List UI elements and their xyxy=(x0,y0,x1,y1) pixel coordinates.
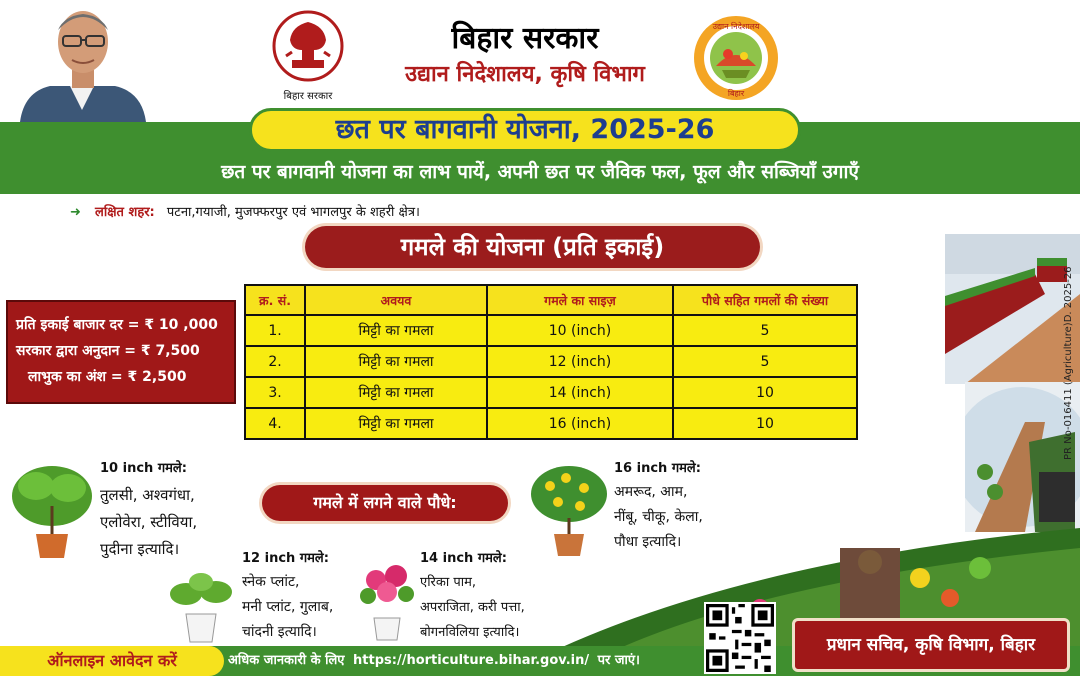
list-item: अपराजिता, करी पत्ता, xyxy=(420,600,525,615)
pot-count-cell: 10 xyxy=(673,377,857,408)
table-row xyxy=(245,346,857,377)
list-item: मनी प्लांट, गुलाब, xyxy=(242,599,334,615)
target-cities-row xyxy=(70,202,770,220)
government-title: बिहार सरकार xyxy=(451,21,599,56)
bihar-emblem xyxy=(268,10,348,100)
serial-cell: 2. xyxy=(245,346,305,377)
tulsi-plant-icon xyxy=(6,456,98,560)
table-row xyxy=(245,408,857,439)
table-header-row xyxy=(245,285,857,315)
list-item: एलोवेरा, स्टीविया, xyxy=(100,513,198,531)
component-cell: मिट्टी का गमला xyxy=(305,315,487,346)
list-item: पौधा इत्यादि। xyxy=(614,534,682,550)
arrow-right-icon: ➜ xyxy=(70,205,81,220)
bodhi-tree-emblem-icon xyxy=(270,10,346,82)
pot-size-cell: 14 (inch) xyxy=(487,377,673,408)
list-item: चांदनी इत्यादि। xyxy=(242,624,317,640)
plants-12-inch-list xyxy=(242,570,367,645)
list-item: नींबू, चीकू, केला, xyxy=(614,509,703,525)
money-plant-icon xyxy=(164,570,238,644)
table-row xyxy=(245,315,857,346)
list-item: पुदीना इत्यादि। xyxy=(100,540,180,558)
scheme-tagline: छत पर बागवानी योजना का लाभ पायें, अपनी छत पर जैविक फल, फूल और सब्जियाँ उगाएँ xyxy=(221,161,859,183)
table-row xyxy=(245,377,857,408)
plants-10-inch-list xyxy=(100,482,245,563)
principal-secretary-signoff: प्रधान सचिव, कृषि विभाग, बिहार xyxy=(792,618,1070,672)
svg-text:बिहार: बिहार xyxy=(727,89,745,98)
plants-section-title: गमले में लगने वाले पौधे: xyxy=(262,485,508,521)
plants-10-inch-heading: 10 inch गमले: xyxy=(100,461,187,476)
list-item: तुलसी, अश्वगंधा, xyxy=(100,486,195,504)
directorate-title: उद्यान निदेशालय, कृषि विभाग xyxy=(405,62,645,87)
list-item: एरिका पाम, xyxy=(420,575,477,590)
pot-count-cell: 5 xyxy=(673,315,857,346)
plants-14-inch-list xyxy=(420,570,560,645)
list-item: बोगनविलिया इत्यादि। xyxy=(420,625,520,640)
market-rate: प्रति इकाई बाजार दर = ₹ 10 ,000 xyxy=(16,317,218,333)
qr-code-icon[interactable] xyxy=(704,602,776,674)
column-header-component: अवयव xyxy=(305,285,487,315)
pot-count-cell: 10 xyxy=(673,408,857,439)
serial-cell: 3. xyxy=(245,377,305,408)
pot-scheme-title: गमले की योजना (प्रति इकाई) xyxy=(305,226,760,268)
serial-cell: 1. xyxy=(245,315,305,346)
apply-online-label: ऑनलाइन आवेदन करें xyxy=(0,646,224,676)
beneficiary-share: लाभुक का अंश = ₹ 2,500 xyxy=(28,369,187,385)
chief-minister-portrait xyxy=(10,0,155,122)
serial-cell: 4. xyxy=(245,408,305,439)
more-info-suffix: पर जाएं। xyxy=(597,653,640,668)
component-cell: मिट्टी का गमला xyxy=(305,346,487,377)
emblem-caption: बिहार सरकार xyxy=(283,91,333,102)
target-cities-label: लक्षित शहर: xyxy=(95,205,155,220)
rooftop-garden-photo xyxy=(945,234,1080,384)
column-header-serial: क्र. सं. xyxy=(245,285,305,315)
component-cell: मिट्टी का गमला xyxy=(305,377,487,408)
component-cell: मिट्टी का गमला xyxy=(305,408,487,439)
plants-14-inch-heading: 14 inch गमले: xyxy=(420,551,507,566)
more-info-prefix: अधिक जानकारी के लिए xyxy=(228,653,345,668)
pot-size-cell: 10 (inch) xyxy=(487,315,673,346)
plants-16-inch-heading: 16 inch गमले: xyxy=(614,461,701,476)
bougainvillea-plant-icon xyxy=(356,560,418,642)
pot-size-cell: 12 (inch) xyxy=(487,346,673,377)
pot-scheme-table xyxy=(244,284,858,440)
pot-count-cell: 5 xyxy=(673,346,857,377)
pricing-box xyxy=(6,300,236,404)
more-info-line xyxy=(228,646,640,676)
plants-12-inch-heading: 12 inch गमले: xyxy=(242,551,329,566)
scheme-title: छत पर बागवानी योजना, 2025-26 xyxy=(249,108,801,152)
horticulture-website-link[interactable]: https://horticulture.bihar.gov.in/ xyxy=(353,653,590,668)
list-item: अमरूद, आम, xyxy=(614,484,688,500)
column-header-pot-size: गमले का साइज़ xyxy=(487,285,673,315)
svg-text:उद्यान निदेशालय: उद्यान निदेशालय xyxy=(712,22,760,31)
column-header-pot-count: पौधे सहित गमलों की संख्या xyxy=(673,285,857,315)
horticulture-directorate-logo xyxy=(692,14,780,102)
pot-size-cell: 16 (inch) xyxy=(487,408,673,439)
list-item: स्नेक प्लांट, xyxy=(242,574,300,590)
press-release-number: PR No-016411 (Agriculture)D. 2025-26 xyxy=(1063,266,1074,460)
government-subsidy: सरकार द्वारा अनुदान = ₹ 7,500 xyxy=(16,343,200,359)
target-cities-value: पटना,गयाजी, मुजफ्फरपुर एवं भागलपुर के शहरी क्षेत्र। xyxy=(166,205,420,220)
